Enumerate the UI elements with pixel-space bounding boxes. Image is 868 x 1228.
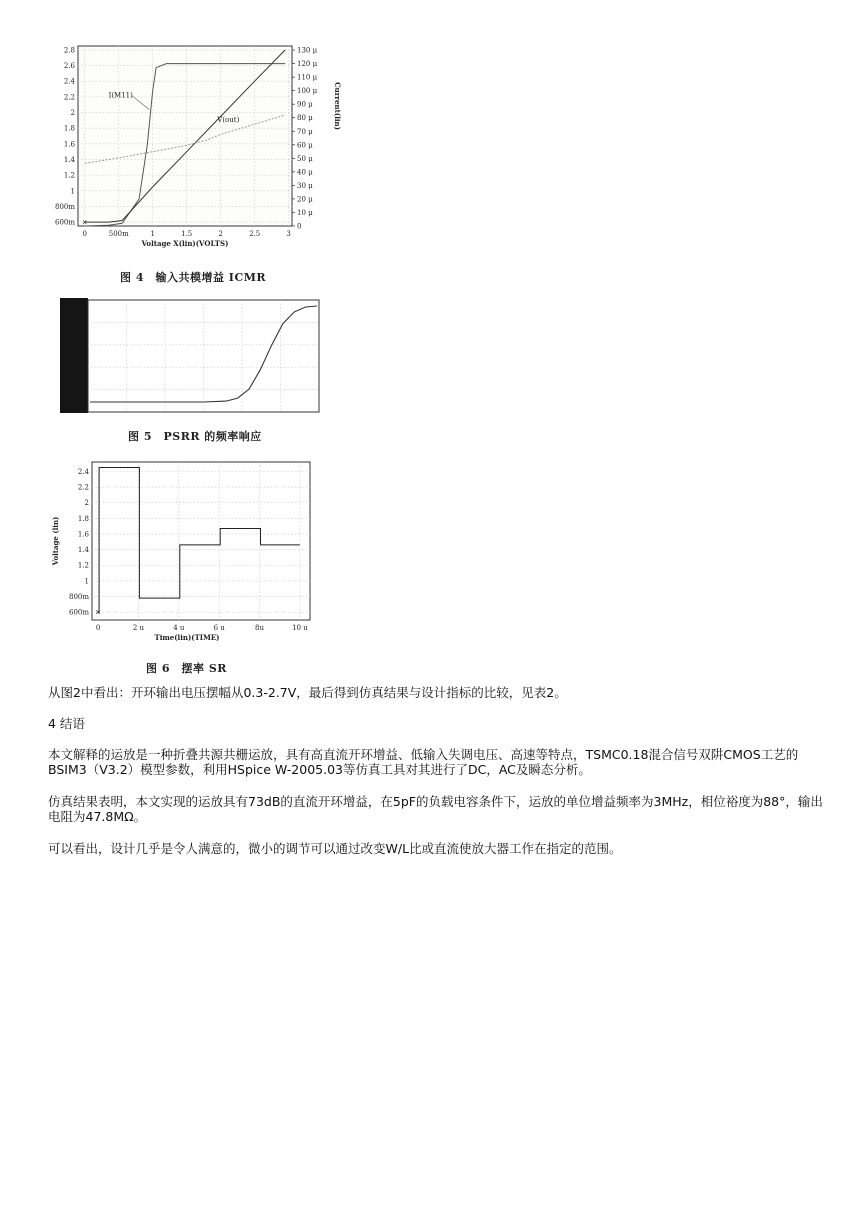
x-tick-label: 2 u [132,624,145,632]
y-tick-label: 1.6 [77,530,89,539]
figure-6-caption: 图 6 摆率 SR [146,662,227,675]
y-right-tick-label: 120 μ [297,60,318,69]
y-right-tick-label: 40 μ [297,168,313,177]
y-right-tick-label: 110 μ [297,73,318,82]
origin-marker: × [81,218,88,227]
y-right-axis-label: Current(lin) [333,82,342,130]
y-axis-label: Voltage (lin) [51,516,60,566]
x-tick-label: 2 [218,230,223,238]
y-right-tick-label: 50 μ [297,154,313,163]
figure-4-caption: 图 4 输入共模增益 ICMR [120,271,267,284]
y-left-tick-label: 600m [55,218,75,227]
y-left-tick-label: 2 [70,109,75,118]
x-tick-label: 1.5 [181,230,193,238]
x-tick-label: 1 [150,230,155,238]
y-left-tick-label: 1.2 [63,171,75,180]
y-tick-label: 2.2 [77,483,89,492]
y-tick-label: 1.2 [77,561,89,570]
x-tick-label: 6 u [213,624,225,632]
figure-5-caption: 图 5 PSRR 的频率响应 [128,430,262,443]
y-right-tick-label: 70 μ [297,127,313,136]
y-tick-label: 1.4 [77,546,89,555]
x-tick-label: 0 [95,624,101,632]
x-tick-label: 4 u [173,624,185,632]
figure-4 [50,40,350,260]
y-left-tick-label: 2.8 [63,46,75,55]
x-tick-label: 10 u [292,624,308,632]
dark-side-bar [60,298,88,413]
y-right-tick-label: 30 μ [297,181,313,190]
y-left-tick-label: 1.4 [63,155,75,164]
x-tick-label: 2.5 [249,230,261,238]
y-tick-label: 2 [84,499,89,508]
figure-6 [48,456,316,650]
x-tick-label: 3 [286,230,291,238]
paragraph-conclusion-2: 仿真结果表明，本文实现的运放具有73dB的直流开环增益，在5pF的负载电容条件下，运放的单位增益频率为3MHz，相位裕度为88°，输出电阻为47.8MΩ。 [48,794,823,824]
y-right-tick-label: 0 [297,222,302,231]
y-tick-label: 1.8 [77,514,89,523]
plot-frame [78,46,292,226]
y-tick-label: 800m [69,593,89,602]
x-tick-label: 0 [82,230,88,238]
y-right-tick-label: 90 μ [297,100,313,109]
x-tick-label: 500m [108,230,129,238]
y-right-tick-label: 20 μ [297,195,313,204]
series-label-vout: V(out) [217,115,240,124]
y-left-tick-label: 800m [55,202,75,211]
y-right-tick-label: 80 μ [297,114,313,123]
paragraph-result: 从图2中看出：开环输出电压摆幅从0.3-2.7V，最后得到仿真结果与设计指标的比较，见表2。 [48,685,567,700]
y-right-tick-label: 10 μ [297,208,313,217]
x-axis-label: Voltage X(lin)(VOLTS) [141,239,229,248]
fig5-chart [60,296,322,414]
paragraph-conclusion-1: 本文解释的运放是一种折叠共源共栅运放，具有高直流开环增益、低输入失调电压、高速等特点，TSMC0.18混合信号双阱CMOS工艺的BSIM3（V3.2）模型参数，利用HSpice W-2005.03等仿真工具对其进行了DC，AC及瞬态分析。 [48,747,799,777]
series-label-im11: I(M11) [108,91,133,100]
figure-5 [60,296,322,414]
x-axis-label: Time(lin)(TIME) [154,633,220,642]
fig6-chart [48,456,316,650]
y-left-tick-label: 1.6 [63,140,75,149]
origin-marker: × [95,608,101,617]
y-left-tick-label: 2.6 [63,62,75,71]
y-right-tick-label: 60 μ [297,141,313,150]
y-left-tick-label: 1 [70,187,75,196]
y-tick-label: 1 [84,577,89,586]
x-tick-label: 8u [255,624,265,632]
y-tick-label: 600m [69,608,89,617]
y-tick-label: 2.4 [77,467,89,476]
fig4-chart [50,40,350,260]
y-right-tick-label: 130 μ [297,46,318,55]
y-right-tick-label: 100 μ [297,87,318,96]
section-heading-conclusion: 4 结语 [48,716,85,731]
y-left-tick-label: 2.4 [63,77,75,86]
y-left-tick-label: 1.8 [63,124,75,133]
y-left-tick-label: 2.2 [63,93,75,102]
paragraph-conclusion-3: 可以看出，设计几乎是令人满意的，微小的调节可以通过改变W/L比或直流使放大器工作在指定的范围。 [48,841,622,856]
